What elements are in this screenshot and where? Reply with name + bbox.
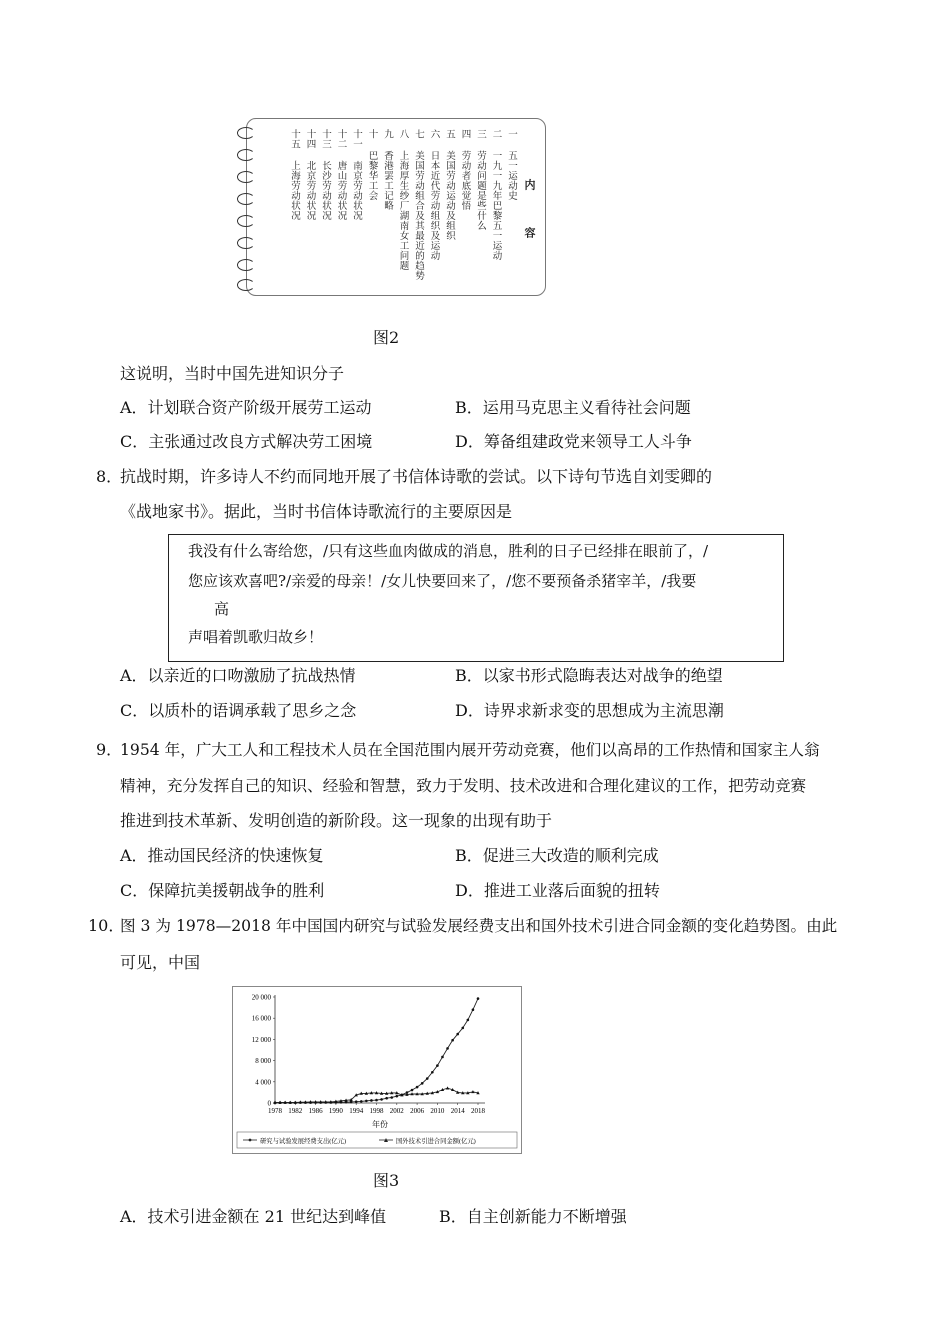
- x-tick-label: 2018: [471, 1107, 485, 1115]
- q7-option-a: A．计划联合资产阶级开展劳工运动: [120, 398, 372, 417]
- data-point-rd: [426, 1077, 429, 1080]
- q7-option-b: B．运用马克思主义看待社会问题: [455, 398, 691, 417]
- contents-columns: [287, 129, 540, 289]
- q10-number: 10．: [88, 916, 125, 935]
- binder-ring: [237, 237, 255, 249]
- q7-option-d: D．筹备组建政党来领导工人斗争: [455, 432, 692, 451]
- q8-option-d: D．诗界求新求变的思想成为主流思潮: [455, 701, 724, 720]
- data-point-rd: [451, 1039, 454, 1042]
- q9-stem-line2: 精神，充分发挥自己的知识、经验和智慧，致力于发明、技术改进和合理化建议的工作，把劳动竞赛: [120, 777, 807, 795]
- x-axis-label: 年份: [372, 1120, 388, 1129]
- q8-option-c: C．以质朴的语调承载了思乡之念: [120, 701, 357, 720]
- x-tick-label: 2010: [430, 1107, 445, 1115]
- data-point-import: [446, 1086, 449, 1089]
- q8-stem-line2: 《战地家书》。据此，当时书信体诗歌流行的主要原因是: [120, 502, 513, 521]
- q8-number: 8．: [96, 467, 123, 486]
- chart-svg: [233, 987, 521, 1153]
- data-point-rd: [446, 1047, 449, 1050]
- q7-stem: 这说明，当时中国先进知识分子: [120, 364, 345, 383]
- data-point-rd: [370, 1099, 373, 1102]
- legend-marker-dot: [249, 1139, 252, 1142]
- contents-item: 十五 上海劳动状况: [289, 129, 300, 221]
- legend-label-rd: 研究与试验发展经费支出(亿元): [260, 1138, 347, 1145]
- x-axis-ticks: [268, 1103, 486, 1115]
- y-tick-label: 8 000: [255, 1057, 271, 1066]
- data-point-rd: [416, 1086, 419, 1089]
- q10-stem-line2: 可见，中国: [120, 953, 201, 972]
- y-tick-label: 16 000: [251, 1014, 271, 1023]
- data-point-rd: [441, 1056, 444, 1059]
- y-tick-label: 20 000: [251, 993, 271, 1002]
- binder-ring: [237, 127, 255, 139]
- figure-2-caption: 图2: [373, 328, 400, 347]
- q10-option-a: A．技术引进金额在 21 世纪达到峰值: [120, 1207, 387, 1226]
- x-tick-label: 1986: [308, 1107, 323, 1115]
- figure-3-chart: [232, 986, 522, 1154]
- data-point-rd: [461, 1027, 464, 1030]
- x-tick-label: 1998: [369, 1107, 384, 1115]
- legend-item-import: [379, 1136, 476, 1145]
- q9-stem-line3: 推进到技术革新、发明创造的新阶段。这一现象的出现有助于: [120, 811, 553, 830]
- contents-item: 二 一九一九年巴黎五一运动: [490, 129, 502, 261]
- contents-item: 五 美国劳动运动及组织: [444, 129, 455, 241]
- q9-number: 9．: [96, 740, 123, 759]
- data-point-rd: [385, 1097, 388, 1100]
- data-point-import: [471, 1090, 474, 1093]
- contents-item: 一 五一运动史: [506, 129, 517, 201]
- q9-option-a: A．推动国民经济的快速恢复: [120, 846, 324, 865]
- contents-item: 十一 南京劳动状况: [351, 129, 362, 221]
- contents-item: 十二 唐山劳动状况: [335, 129, 347, 221]
- data-point-rd: [390, 1096, 393, 1099]
- binder-ring: [237, 215, 255, 227]
- poem-line: 高: [214, 600, 230, 618]
- data-point-rd: [375, 1099, 378, 1102]
- q7-option-c: C．主张通过改良方式解决劳工困境: [120, 432, 373, 451]
- q9-option-b: B．促进三大改造的顺利完成: [455, 846, 659, 865]
- data-point-rd: [472, 1008, 475, 1011]
- x-tick-label: 2006: [410, 1107, 425, 1115]
- q8-option-a: A．以亲近的口吻激励了抗战热情: [120, 666, 356, 685]
- q9-stem-line1: 1954 年，广大工人和工程技术人员在全国范围内展开劳动竞赛，他们以高昂的工作热情和国家主人翁: [120, 741, 820, 759]
- y-tick-label: 4 000: [255, 1078, 271, 1087]
- q9-option-d: D．推进工业落后面貌的扭转: [455, 881, 660, 900]
- x-tick-label: 1990: [328, 1107, 343, 1115]
- data-point-rd: [456, 1033, 459, 1036]
- contents-heading: 内 容: [523, 179, 536, 250]
- binder-ring: [237, 171, 255, 183]
- contents-item: 七 美国劳动组合及其最近的趋势: [413, 129, 424, 281]
- y-tick-label: 0: [267, 1099, 271, 1108]
- x-tick-label: 1978: [268, 1107, 282, 1115]
- contents-item: 六 日本近代劳动组织及运动: [428, 129, 440, 261]
- data-point-rd: [355, 1100, 358, 1103]
- y-axis-ticks: [252, 994, 275, 1108]
- contents-item: 八 上海厚生纱厂湖南女工问题: [397, 129, 409, 271]
- legend-item-rd: [243, 1136, 346, 1145]
- legend-label-import: 国外技术引进合同金额(亿元): [396, 1138, 476, 1145]
- x-tick-label: 2002: [389, 1107, 404, 1115]
- binder-ring: [237, 259, 255, 271]
- data-point-rd: [477, 997, 480, 1000]
- binder-ring: [237, 149, 255, 161]
- data-point-rd: [467, 1019, 470, 1022]
- contents-item: 四 劳动者底觉悟: [459, 129, 471, 211]
- contents-item: 十三 长沙劳动状况: [320, 129, 331, 221]
- poem-line: 我没有什么寄给您，/只有这些血肉做成的消息，胜利的日子已经排在眼前了，/: [188, 542, 709, 560]
- q8-option-b: B．以家书形式隐晦表达对战争的绝望: [455, 666, 723, 685]
- data-point-rd: [421, 1082, 424, 1085]
- figure-3-caption: 图3: [373, 1171, 400, 1190]
- x-tick-label: 1982: [288, 1107, 303, 1115]
- poem-line: 您应该欢喜吧?/亲爱的母亲！/女儿快要回来了，/您不要预备杀猪宰羊，/我要: [188, 572, 697, 590]
- binder-ring: [237, 193, 255, 205]
- data-point-rd: [396, 1095, 399, 1098]
- contents-item: 十四 北京劳动状况: [304, 129, 316, 221]
- data-point-rd: [436, 1064, 439, 1067]
- figure-2-notebook: [246, 118, 546, 296]
- poem-line: 声唱着凯歌归故乡！: [188, 628, 324, 646]
- x-tick-label: 1994: [349, 1107, 364, 1115]
- poem-box: [168, 534, 784, 662]
- binder-ring: [237, 279, 255, 291]
- contents-item: 十 巴黎华工会: [366, 129, 378, 201]
- q9-option-c: C．保障抗美援朝战争的胜利: [120, 881, 325, 900]
- x-tick-label: 2014: [450, 1107, 465, 1115]
- data-point-rd: [411, 1089, 414, 1092]
- contents-item: 九 香港罢工记略: [382, 129, 393, 211]
- y-tick-label: 12 000: [251, 1035, 271, 1044]
- q8-stem-line1: 抗战时期，许多诗人不约而同地开展了书信体诗歌的尝试。以下诗句节选自刘雯卿的: [120, 467, 713, 486]
- data-point-rd: [360, 1100, 363, 1103]
- data-point-rd: [365, 1100, 368, 1103]
- chart-series: [273, 997, 479, 1104]
- q10-option-b: B．自主创新能力不断增强: [439, 1207, 627, 1226]
- contents-item: 三 劳动问题是些什么: [475, 129, 486, 231]
- data-point-rd: [380, 1098, 383, 1101]
- q10-stem-line1: 图 3 为 1978—2018 年中国国内研究与试验发展经费支出和国外技术引进合同金额的变化趋势图。由此: [120, 917, 838, 935]
- data-point-rd: [431, 1071, 434, 1074]
